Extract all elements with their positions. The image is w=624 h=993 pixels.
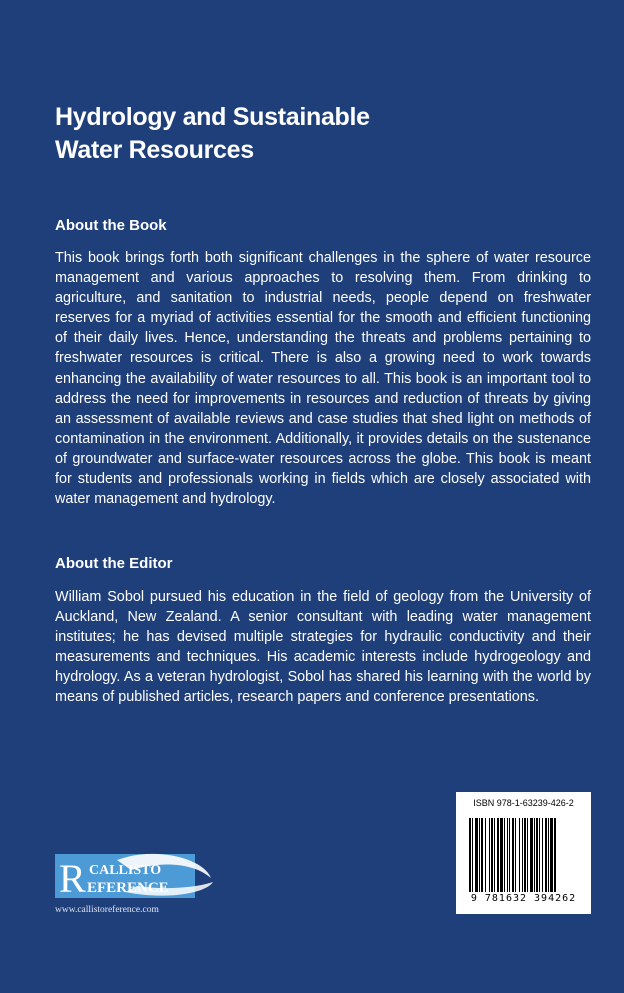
barcode-bar — [500, 818, 503, 892]
barcode-bar — [545, 818, 547, 892]
about-book-text: This book brings forth both significant challenges in the sphere of water resource management and various approaches to resolving them. From drinking to agriculture, and sanitation to industrial needs, people depend on freshwater reserves for a myriad of activities essential for the smooth and efficient functioning of their daily lives. Hence, understanding the threats and problems pertaining to freshwater resources is critical. There is also a growing need to work towards enhancing the availability of water resources to all. This book is an important tool to address the need for improvements in resources and reduction of threats by giving an assessment of available reviews and case studies that shed light on methods of contamination in the environment. Additionally, it provides details on the sustenance of groundwater and surface-water resources across the globe. This book is meant for students and professionals working in fields which are closely associated with water management and hydrology. — [55, 250, 591, 508]
logo-reference: EFERENCE — [87, 880, 169, 896]
isbn-label: ISBN 978-1-63239-426-2 — [473, 798, 574, 808]
barcode-bar — [491, 818, 493, 892]
barcode-bar — [479, 818, 480, 892]
barcode-bar — [507, 818, 508, 892]
barcode-bar — [512, 818, 514, 892]
barcode-bar — [539, 818, 540, 892]
logo-letter-r: R — [59, 856, 86, 901]
barcode-bar — [515, 818, 516, 892]
barcode-box — [456, 792, 591, 914]
barcode-bar — [534, 818, 535, 892]
about-editor-heading: About the Editor — [55, 555, 173, 572]
barcode-bar — [469, 818, 471, 892]
barcode-bar — [494, 818, 495, 892]
barcode-bar — [475, 818, 478, 892]
book-title — [55, 101, 370, 167]
about-editor-text: William Sobol pursued his education in the field of geology from the University of Auckland, New Zealand. A senior consultant with leading water management institutes; he has devised multiple strategies for hydraulic conductivity and their measurements and techniques. His academic interests include hydrogeology and hydrology. As a veteran hydrologist, Sobol has shared his learning with the world by means of published articles, research papers and conference presentations. — [55, 589, 591, 706]
barcode-bar — [522, 818, 523, 892]
barcode-bar — [497, 818, 499, 892]
title-line-1: Hydrology and Sustainable — [55, 103, 370, 131]
barcode-number: 9 781632 394262 — [470, 893, 577, 904]
barcode-bar — [481, 818, 483, 892]
barcode-bar — [509, 818, 510, 892]
barcode-bar — [524, 818, 526, 892]
barcode-bar — [554, 818, 556, 892]
barcode-bar — [542, 818, 543, 892]
barcode-bar — [485, 818, 486, 892]
barcode-bar — [527, 818, 528, 892]
barcode-bar — [550, 818, 553, 892]
barcode-bar — [530, 818, 533, 892]
barcode-bar — [489, 818, 490, 892]
barcode-bar — [519, 818, 520, 892]
publisher-logo — [55, 848, 215, 904]
about-book-heading: About the Book — [55, 217, 167, 234]
publisher-website: www.callistoreference.com — [55, 905, 159, 915]
title-line-2: Water Resources — [55, 136, 254, 164]
barcode-bars — [469, 818, 580, 892]
barcode-bar — [504, 818, 505, 892]
barcode-bar — [548, 818, 549, 892]
barcode-bar — [536, 818, 538, 892]
barcode-bar — [472, 818, 473, 892]
logo-callisto: CALLISTO — [89, 863, 162, 878]
